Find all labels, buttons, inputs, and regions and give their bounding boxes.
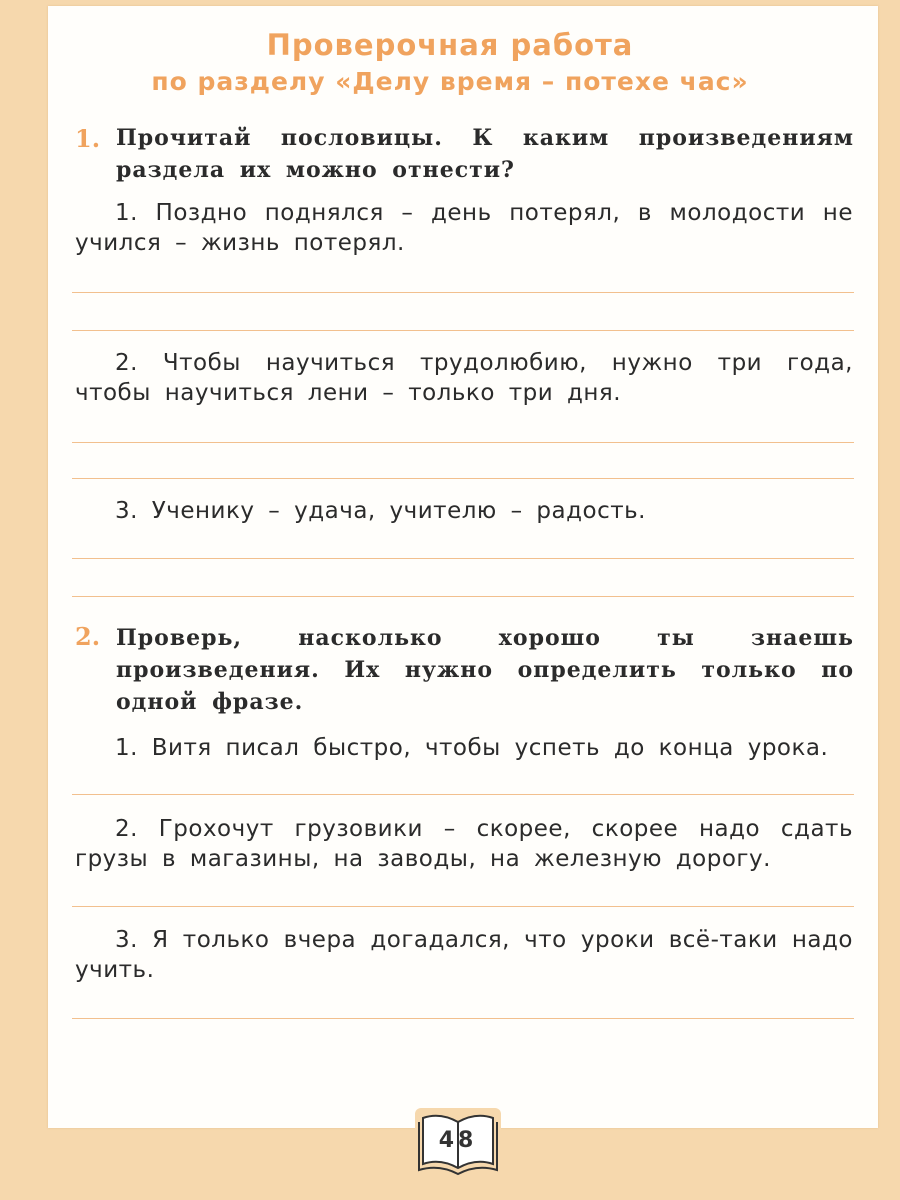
page-subtitle: по разделу «Делу время – потехе час» (151, 67, 749, 96)
task-1-number: 1. (75, 124, 101, 153)
answer-line[interactable] (72, 596, 854, 597)
page-title: Проверочная работа (266, 28, 634, 62)
answer-line[interactable] (72, 292, 854, 293)
answer-line[interactable] (72, 794, 854, 795)
task-1-item-3: 3. Ученику – удача, учителю – радость. (115, 498, 646, 524)
answer-line[interactable] (72, 478, 854, 479)
answer-line[interactable] (72, 906, 854, 907)
answer-line[interactable] (72, 330, 854, 331)
answer-line[interactable] (72, 558, 854, 559)
task-2-number: 2. (75, 622, 101, 651)
task-2-item-3: 3. Я только вчера догадался, что уроки всё-таки надо учить. (75, 927, 853, 983)
answer-line[interactable] (72, 442, 854, 443)
task-1-item-2: 2. Чтобы научиться трудолюбию, нужно три года, чтобы научиться лени – только три дня. (75, 350, 853, 406)
page-number-badge (415, 1108, 501, 1180)
task-2-item-1: 1. Витя писал быстро, чтобы успеть до конца урока. (115, 735, 829, 761)
task-1-item-1: 1. Поздно поднялся – день потерял, в молодости не учился – жизнь потерял. (75, 200, 853, 256)
answer-line[interactable] (72, 1018, 854, 1019)
task-2-item-2: 2. Грохочут грузовики – скорее, скорее надо сдать грузы в магазины, на заводы, на железную дорогу. (75, 816, 853, 872)
task-1-prompt: Прочитай пословицы. К каким произведениям раздела их можно отнести? (116, 125, 854, 183)
page-number: 48 (438, 1128, 478, 1153)
task-2-prompt: Проверь, насколько хорошо ты знаешь произведения. Их нужно определить только по одной фразе. (116, 625, 854, 715)
